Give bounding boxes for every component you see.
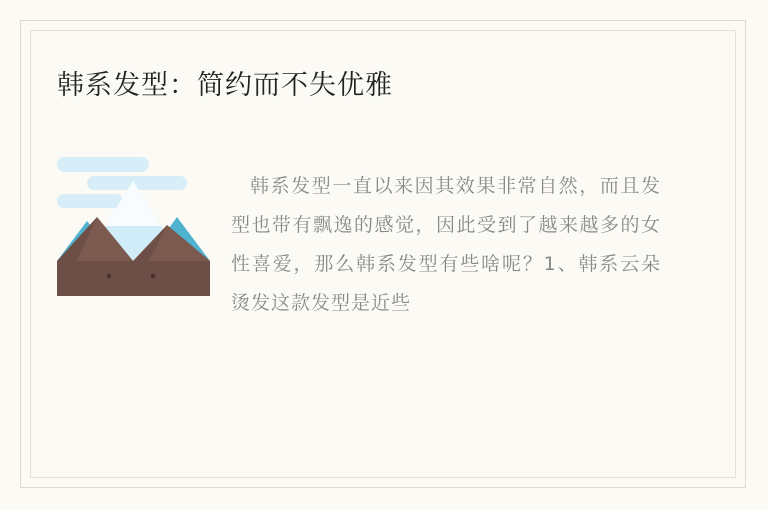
article-body: 韩系发型一直以来因其效果非常自然，而且发型也带有飘逸的感觉，因此受到了越来越多的女性喜爱，那么韩系发型有些啥呢？1、韩系云朵烫发这款发型是近些 <box>231 175 661 314</box>
article-card <box>20 20 746 488</box>
mountain-photo-placeholder-icon <box>57 143 210 296</box>
page-title: 韩系发型：简约而不失优雅 <box>57 70 393 101</box>
